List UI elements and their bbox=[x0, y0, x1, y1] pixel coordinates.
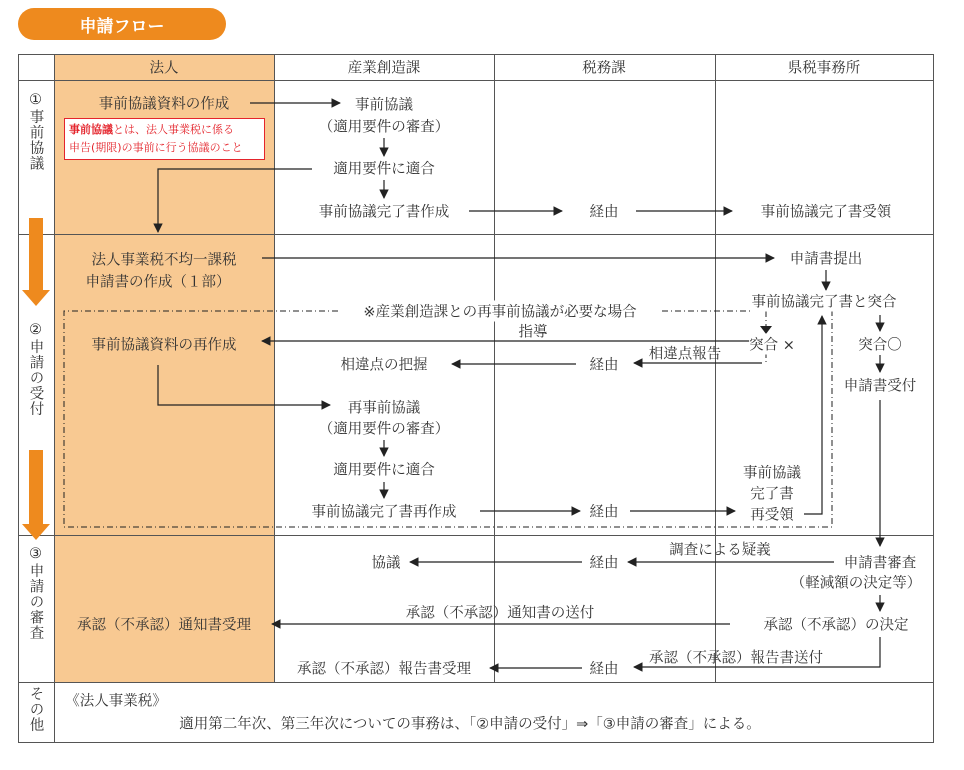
title-badge: 申請フロー bbox=[18, 8, 226, 40]
column-header-kenzei: 県税事務所 bbox=[787, 60, 861, 77]
step: 事前協議資料の再作成 bbox=[91, 337, 237, 354]
step: 法人事業税不均一課税 bbox=[91, 252, 237, 269]
step: 協議 bbox=[371, 555, 401, 572]
label: 承認（不承認）報告書送付 bbox=[649, 650, 823, 667]
step: 再事前協議 bbox=[347, 400, 421, 417]
other-heading: 《法人事業税》 bbox=[65, 693, 167, 710]
step: 完了書 bbox=[750, 486, 794, 503]
column-header-sangyo: 産業創造課 bbox=[347, 60, 421, 77]
step: 経由 bbox=[589, 357, 619, 374]
other-text: 適用第二年次、第三年次についての事務は、「②申請の受付」⇒「③申請の審査」による。 bbox=[179, 716, 761, 733]
column-header-corp: 法人 bbox=[149, 60, 179, 77]
step: 事前協議完了書受領 bbox=[760, 204, 892, 221]
column-header-zeimu: 税務課 bbox=[582, 60, 626, 77]
step: 再受領 bbox=[750, 507, 794, 524]
step: 事前協議 bbox=[743, 465, 801, 482]
label: 承認（不承認）通知書の送付 bbox=[405, 605, 595, 622]
definition-note: 事前協議とは、法人事業税に係る 申告(期限)の事前に行う協議のこと bbox=[64, 118, 265, 160]
step: （適用要件の審査） bbox=[318, 119, 450, 136]
step: 申請書審査 bbox=[843, 555, 917, 572]
step: 事前協議完了書再作成 bbox=[311, 504, 457, 521]
step: 承認（不承認）報告書受理 bbox=[297, 661, 471, 678]
step: 事前協議 bbox=[355, 97, 413, 114]
step: 相違点の把握 bbox=[340, 357, 428, 374]
phase-2-label: ②申請の受付 bbox=[27, 322, 44, 417]
phase-1-label: ①事前協議 bbox=[27, 92, 44, 171]
step: 申請書の作成（１部） bbox=[85, 274, 231, 291]
re-consultation-label: ※産業創造課との再事前協議が必要な場合 bbox=[360, 301, 639, 322]
label: 調査による疑義 bbox=[669, 542, 771, 559]
step: 適用要件に適合 bbox=[329, 158, 439, 179]
step: 事前協議資料の作成 bbox=[98, 96, 230, 113]
step: 適用要件に適合 bbox=[333, 462, 435, 479]
phase-3-label: ③申請の審査 bbox=[27, 546, 44, 641]
step: （軽減額の決定等） bbox=[790, 575, 922, 592]
step: （適用要件の審査） bbox=[318, 421, 450, 438]
step: 経由 bbox=[589, 555, 619, 572]
step: 申請書提出 bbox=[789, 251, 863, 268]
step: 承認（不承認）通知書受理 bbox=[77, 617, 251, 634]
phase-other-label: その他 bbox=[27, 686, 44, 733]
step: 経由 bbox=[589, 204, 619, 221]
label: 指導 bbox=[518, 324, 548, 341]
step: 経由 bbox=[589, 661, 619, 678]
step: 突合〇 bbox=[858, 337, 902, 354]
step: 申請書受付 bbox=[843, 378, 917, 395]
step: 事前協議完了書作成 bbox=[318, 204, 450, 221]
label: 相違点報告 bbox=[648, 346, 722, 363]
step: 承認（不承認）の決定 bbox=[763, 617, 909, 634]
step: 事前協議完了書と突合 bbox=[752, 291, 897, 312]
step: 突合 × bbox=[749, 334, 795, 355]
step: 経由 bbox=[589, 504, 619, 521]
